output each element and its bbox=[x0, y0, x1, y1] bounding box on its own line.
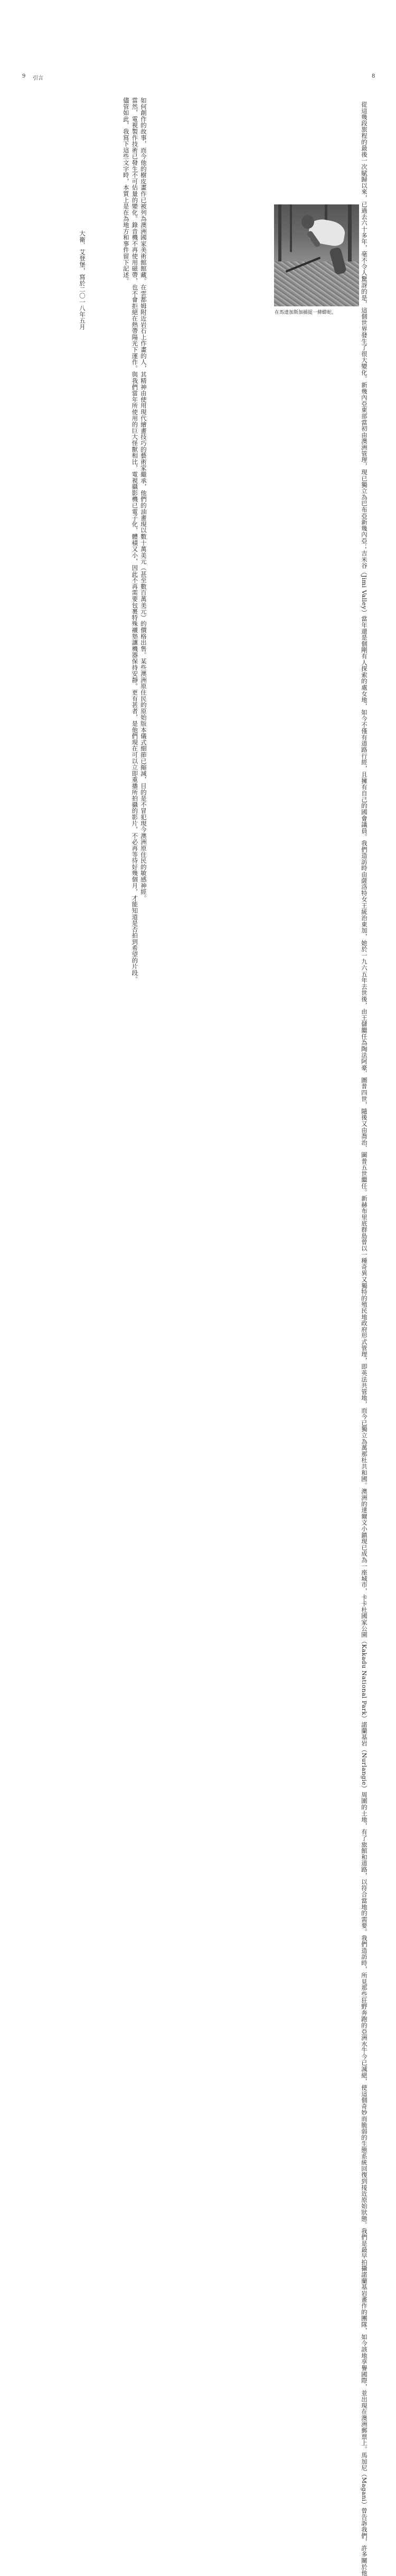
left-paragraph-2: 當然，電視製作技術已發生不可估量的變化。錄音機不再使用磁帶，也不會拒絕在熱帶陽光下運作。與我們當年所使用的巨大怪獸相比，電視攝影機已電子化，體積又小，因此不再需要包裹特殊襯墊讓機器保持安靜。更有甚者，是他們現在可以立即重播所拍攝的影片，不必再等待好幾個月，才能知道是否拍到希望的片段。 bbox=[131, 97, 139, 982]
left-running-head: 引言 bbox=[33, 76, 43, 81]
left-paragraph-3: 儘管如此，我寫下這些文字時，本質上是在為地方和事件留下記述。 bbox=[122, 97, 130, 284]
left-page-number: 9 bbox=[22, 73, 26, 79]
left-paragraph-1: 如何創作的故事，而今他的樹皮畫作已被列為澳洲國家美術館館藏。在雲都姆附近岩石上作畫的人，其精神由使用現代繪畫技巧的藝術家繼承，他們的油畫現以數十萬美元（甚至數百萬美元）的價格出售。某些澳洲原住民的原始版本儀式細節已縮減，目的是不冒犯現今澳洲原住民的敏感神經。 bbox=[140, 97, 147, 902]
photo-man-catching-python bbox=[274, 204, 359, 306]
right-page-number: 8 bbox=[372, 73, 375, 79]
right-paragraph-1: 從這幾段旅程的最後一次賦歸以來，已過去六十多年，毫不令人驚訝的是，這個世界發生了很大變化。新幾內亞東部當初由澳洲管理，現已獨立為巴布亞新幾內亞；吉米谷（Jimi Valley）當年還是個剛有人探索的處女地，如今不僅有道路行經，且擁有自己的國會議員。我們造訪時由薩洛特女王統治東加，她於一九六五年去世後，由王儲繼任為陶法阿豪．圖普四世，隨後又由喬治．圖普五世繼任。新赫布里底群島曾以一種奇異又獨特的殖民地政府形式管理，即英法共管地，而今已獨立為萬那杜共和國。澳洲的達爾文小鎮現已成為一座城市，卡卡杜國家公園（Kakadu National Park）諾蘭基岩（Nurlangie）周圍的土地，有了旅館和道路，以符合當地的需要。我們造訪時，所見那些狂野奔跑的亞洲水牛今已滅絕，使這個奇妙而脆弱的生態系統回復到接近原始狀態。我們是最早拍攝諾蘭基岩畫作的團隊，如今該地享譽國際，並出現在澳洲郵票上。馬加尼（Magani）曾告訴我們，許多關於他 bbox=[361, 101, 368, 2576]
photo-caption: 在馬達加斯加捕捉一條蟒蛇。 bbox=[275, 310, 337, 315]
author-signature: 大衛．艾登堡，寫於二〇一八年五月 bbox=[79, 230, 86, 330]
left-page-body bbox=[53, 97, 148, 982]
